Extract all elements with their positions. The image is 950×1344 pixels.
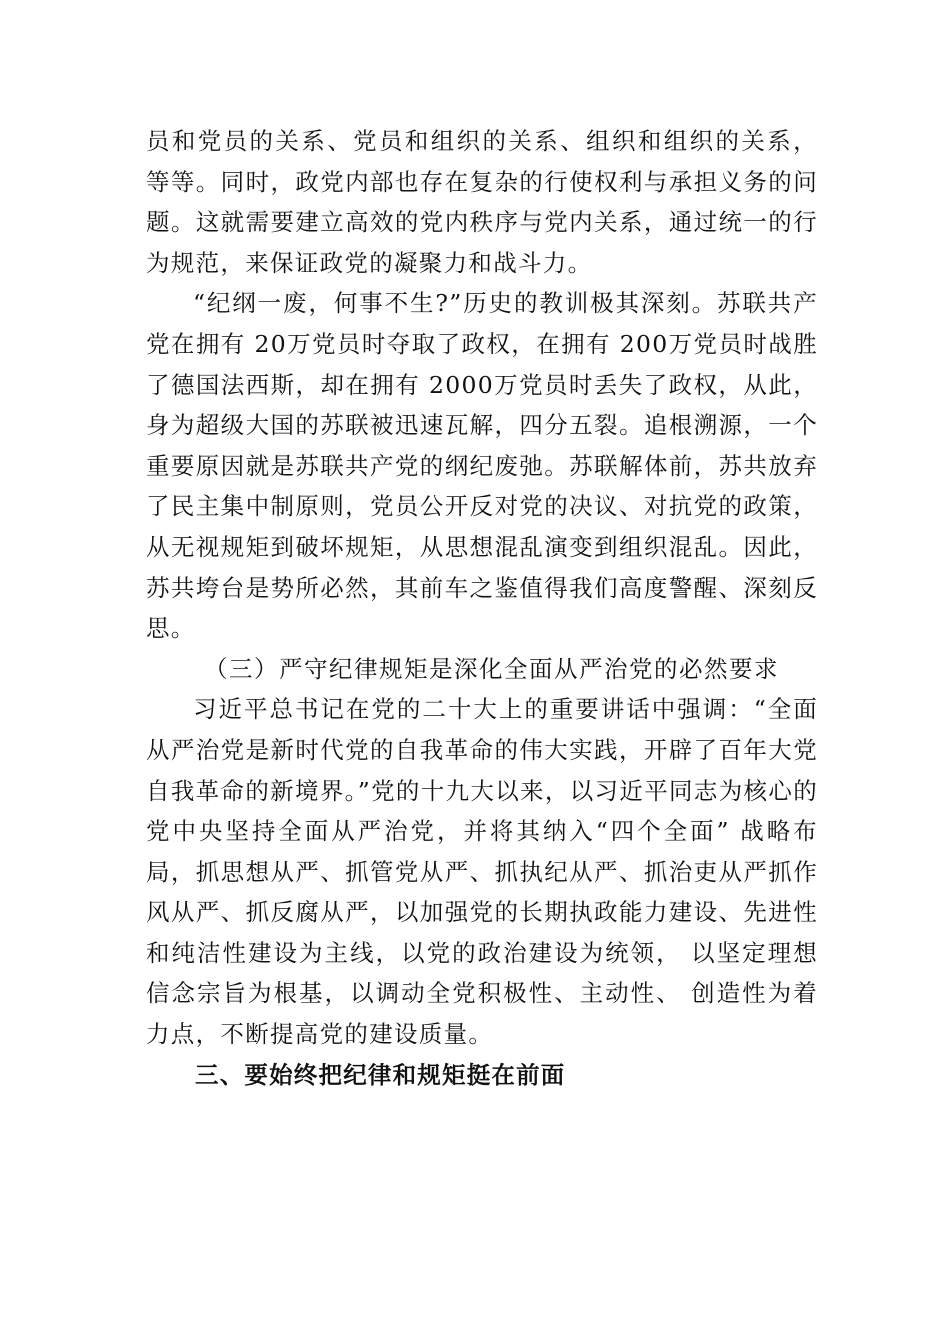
paragraph-continuation: 员和党员的关系、党员和组织的关系、组织和组织的关系， 等等。同时，政党内部也存在复杂的行使权利与承担义务的问题。这就需要建立高效的党内秩序与党内关系，通过统一的行为规范，来保证政党的凝聚力和战斗力。 [146,127,818,277]
paragraph-soviet-lesson: “纪纲一废，何事不生?”历史的教训极其深刻。苏联共产党在拥有 20万党员时夺取了政权，在拥有 200万党员时战胜了德国法西斯，却在拥有 2000万党员时丢失了政权，从此，身为超级大国的苏联被迅速瓦解，四分五裂。追根溯源，一个重要原因就是苏联共产党的纲纪废弛。苏联解体前，苏共放弃了民主集中制原则，党员公开反对党的决议、对抗党的政策，从无视规矩到破坏规矩，从思想混乱演变到组织混乱。因此，苏共垮台是势所必然，其前车之鉴值得我们高度警醒、深刻反思。 [146,289,818,643]
paragraph-strict-governance: 习近平总书记在党的二十大上的重要讲话中强调：“全面从严治党是新时代党的自我革命的伟大实践，开辟了百年大党自我革命的新境界。”党的十九大以来，以习近平同志为核心的党中央坚持全面从严治党，并将其纳入“四个全面” 战略布局，抓思想从严、抓管党从严、抓执纪从严、抓治吏从严抓作风从严、抓反腐从严，以加强党的长期执政能力建设、先进性和纯洁性建设为主线，以党的政治建设为统领， 以坚定理想信念宗旨为根基，以调动全党积极性、主动性、 创造性为着力点，不断提高党的建设质量。 [146,695,818,1049]
section-heading-three: 三、要始终把纪律和规矩挺在前面 [195,1060,566,1089]
subheading-discipline-requirement: （三）严守纪律规矩是深化全面从严治党的必然要求 [204,654,779,683]
document-body [146,121,818,1095]
